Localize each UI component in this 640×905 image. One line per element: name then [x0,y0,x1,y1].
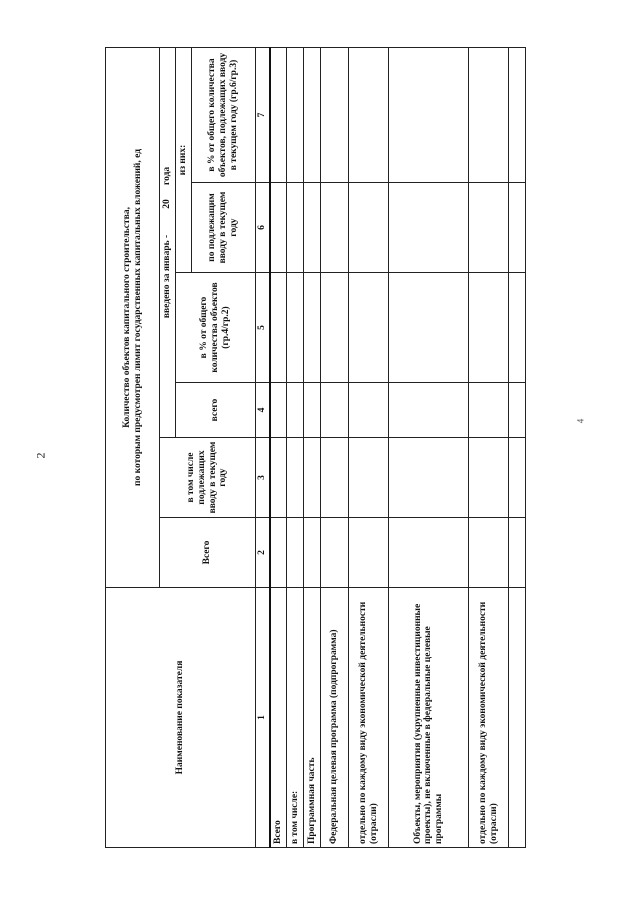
page-number: 2 [33,452,48,459]
col-number: 4 [256,383,270,438]
col-number: 3 [256,438,270,518]
header-commissioned [160,47,176,437]
header-group-title-line1: Количество объектов капитального строительства, [121,207,132,428]
table-cell [321,438,349,518]
row-label: Программная часть [304,588,321,848]
table-cell [469,383,509,438]
header-name-column: Наименование показателя [106,588,256,848]
table-cell [389,518,469,588]
row-label: отдельно по каждому виду экономической деятельности (отрасли) [349,588,389,848]
table-cell [270,47,287,182]
table-row [270,47,287,847]
col-number: 1 [256,588,270,848]
header-pct-total: в % от общего количества объектов (гр.4/гр.2) [176,273,256,383]
table-row [469,47,509,847]
table-cell [509,47,526,182]
table-row [389,47,469,847]
table-cell [509,183,526,273]
table-cell [287,273,304,383]
header-all: всего [176,383,256,438]
header-commissioned-prefix: введено за январь - [162,234,173,319]
table-row [509,47,526,847]
header-year-suffix: года [162,166,173,185]
table-cell [349,47,389,182]
col-number: 7 [256,47,270,182]
row-label: Всего [270,588,287,848]
table-cell [389,273,469,383]
table-cell [304,438,321,518]
table-row [321,47,349,847]
table-cell [304,383,321,438]
table-cell [389,183,469,273]
table-cell [270,273,287,383]
table-cell [321,518,349,588]
row-label: Федеральная целевая программа (подпрограмма) [321,588,349,848]
row-label: отдельно по каждому виду экономической деятельности (отрасли) [469,588,509,848]
table-cell [270,183,287,273]
table-cell [349,438,389,518]
header-year-prefix: 20 [162,199,173,209]
table-cell [469,518,509,588]
table-cell [469,183,509,273]
capital-construction-table [105,47,526,848]
table-cell [270,383,287,438]
table-cell [304,518,321,588]
table-cell [287,47,304,182]
table-cell [349,518,389,588]
table-cell [287,183,304,273]
table-cell [469,273,509,383]
stray-mark: 4 [575,418,586,424]
row-label: в том числе: [287,588,304,848]
table-cell [349,183,389,273]
table-cell [349,273,389,383]
col-number: 5 [256,273,270,383]
table-cell [509,518,526,588]
col-number: 6 [256,183,270,273]
table-cell [469,47,509,182]
table-row [304,47,321,847]
column-number-row [256,47,270,847]
header-group-title [106,47,160,587]
row-label [509,588,526,848]
table-cell [389,438,469,518]
table-cell [287,518,304,588]
table-cell [304,273,321,383]
table-cell [321,273,349,383]
table-cell [287,383,304,438]
table-row [349,47,389,847]
table-cell [321,383,349,438]
table-cell [509,438,526,518]
row-label: Объекты, мероприятия (укрупненные инвестиционные проекты), не включенные в федеральные целевые программы [389,588,469,848]
header-due-current: по подлежащим вводу в текущем году [192,183,256,273]
table-cell [270,438,287,518]
table-cell [321,183,349,273]
table-cell [304,183,321,273]
table-cell [270,518,287,588]
col-number: 2 [256,518,270,588]
table-row [287,47,304,847]
table-cell [321,47,349,182]
table-cell [389,383,469,438]
header-group-title-line2: по которым предусмотрен лимит государственных капитальных вложений, ед [132,148,143,486]
table-cell [469,438,509,518]
header-incl-due: в том числе подлежащих вводу в текущем году [160,438,256,518]
table-cell [389,47,469,182]
table-cell [349,383,389,438]
table-cell [509,383,526,438]
header-total: Всего [160,518,256,588]
table-cell [509,273,526,383]
header-of-them: из них: [176,47,192,272]
rotated-table-container [105,48,505,848]
table-cell [287,438,304,518]
table-cell [304,47,321,182]
header-pct-due: в % от общего количества объектов, подлежащих вводу в текущем году (гр.6/гр.3) [192,47,256,182]
